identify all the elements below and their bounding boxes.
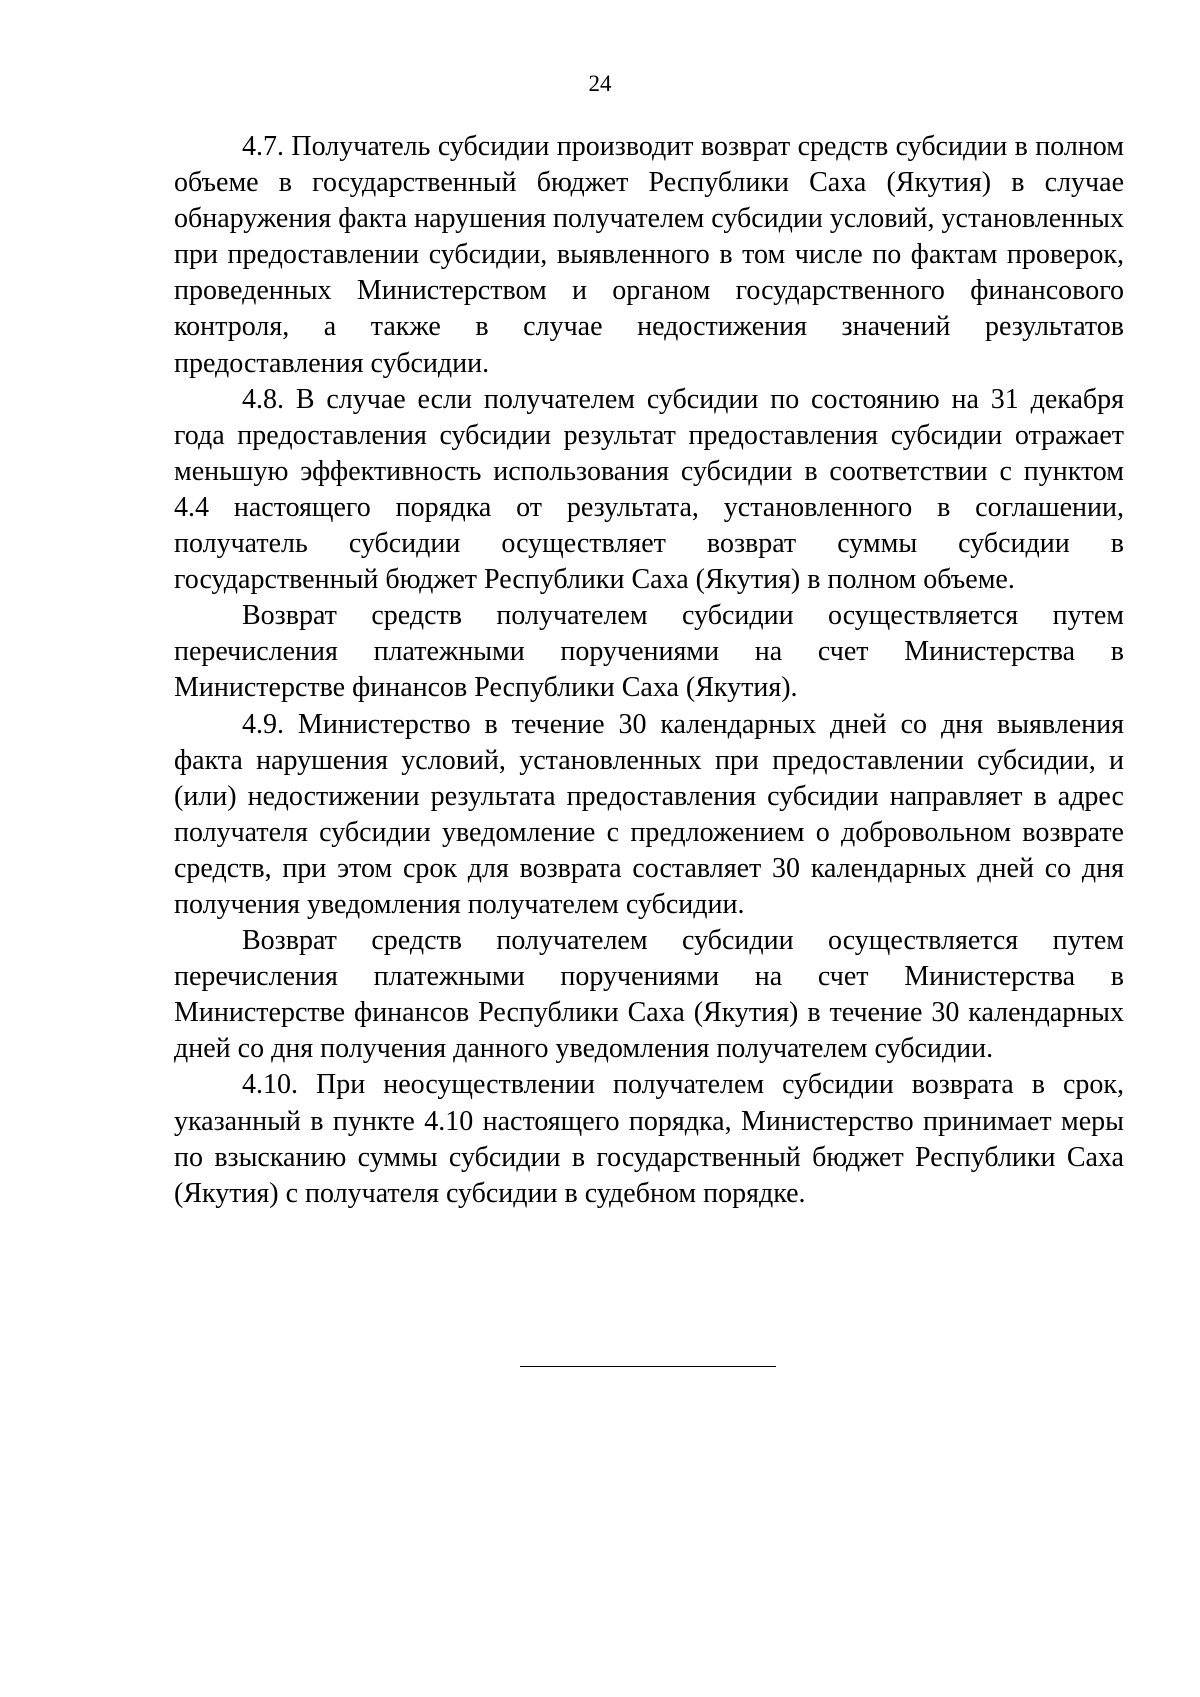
page-number: 24 <box>588 71 612 96</box>
paragraph-4-9: 4.9. Министерство в течение 30 календарных дней со дня выявления факта нарушения условий, установленных при предоставлении субсидии, и (или) недостижении результата предоставления субсидии направляет в адрес получателя субсидии уведомление с предложением о добровольном возврате средств, при этом срок для возврата составляет 30 календарных дней со дня получения уведомления получателем субсидии. <box>174 708 1124 920</box>
document-body <box>174 129 1124 1212</box>
paragraph-4-10: 4.10. При неосуществлении получателем субсидии возврата в срок, указанный в пункте 4.10 настоящего порядка, Министерство принимает меры по взысканию суммы субсидии в государственный бюджет Республики Саха (Якутия) с получателя субсидии в судебном порядке. <box>174 1069 1124 1209</box>
paragraph-return-procedure: Возврат средств получателем субсидии осуществляется путем перечисления платежными поручениями на счет Министерства в Министерстве финансов Республики Саха (Якутия). <box>174 600 1124 704</box>
paragraph-4-7: 4.7. Получатель субсидии производит возврат средств субсидии в полном объеме в государственный бюджет Республики Саха (Якутия) в случае обнаружения факта нарушения получателем субсидии условий, установленных при предоставлении субсидии, выявленного в том числе по фактам проверок, проведенных Министерством и органом государственного финансового контроля, а также в случае недостижения значений результатов предоставления субсидии. <box>174 131 1124 379</box>
paragraph-4-8: 4.8. В случае если получателем субсидии по состоянию на 31 декабря года предоставления субсидии результат предоставления субсидии отражает меньшую эффективность использования субсидии в соответствии с пунктом 4.4 настоящего порядка от результата, установленного в соглашении, получатель субсидии осуществляет возврат суммы субсидии в государственный бюджет Республики Саха (Якутия) в полном объеме. <box>174 383 1124 596</box>
end-separator-line <box>520 1366 776 1367</box>
paragraph-return-procedure-deadline: Возврат средств получателем субсидии осуществляется путем перечисления платежными поручениями на счет Министерства в Министерстве финансов Республики Саха (Якутия) в течение 30 календарных дней со дня получения данного уведомления получателем субсидии. <box>174 925 1124 1065</box>
